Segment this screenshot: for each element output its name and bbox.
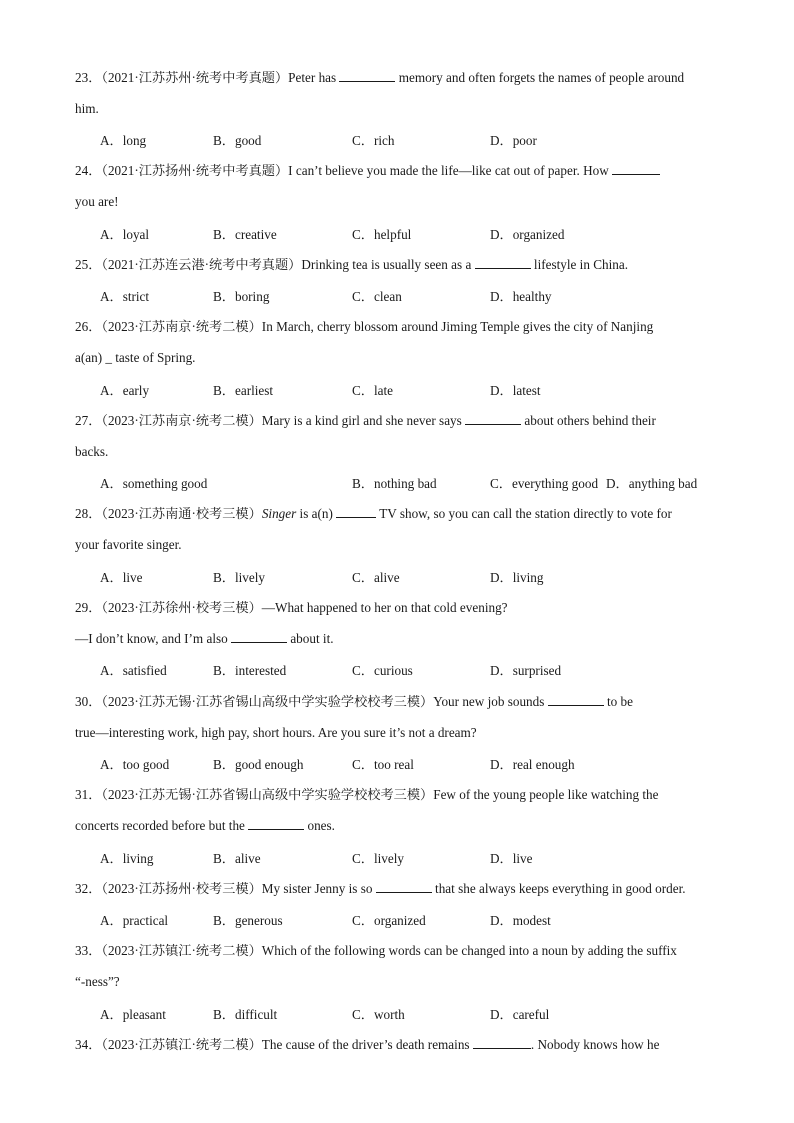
stem-line — [75, 93, 725, 124]
stem-line — [75, 436, 725, 467]
stem-line — [75, 717, 725, 748]
stem-text: 24．（2021·江苏扬州·统考中考真题）I can’t believe you made the life—like cat out of paper. How — [75, 163, 613, 178]
question-stem — [75, 311, 725, 373]
stem-line — [75, 529, 725, 560]
answer-option-b[interactable]: B．difficult — [213, 1007, 278, 1022]
answer-option-a[interactable]: A．loyal — [100, 227, 150, 242]
answer-option-d[interactable]: D．live — [490, 851, 533, 866]
answer-option-d[interactable]: D．living — [490, 570, 544, 585]
stem-line — [75, 186, 725, 217]
stem-line — [75, 810, 725, 841]
stem-line — [75, 1029, 725, 1060]
stem-text: 23．（2021·江苏苏州·统考中考真题）Peter has — [75, 70, 340, 85]
stem-line — [75, 686, 725, 717]
answer-option-c[interactable]: C．worth — [352, 1007, 405, 1022]
answer-option-a[interactable]: A．living — [100, 851, 154, 866]
answer-option-b[interactable]: B．nothing bad — [352, 476, 437, 491]
stem-text: 33．（2023·江苏镇江·统考二模）Which of the following words can be changed into a noun by adding the suffix — [75, 943, 677, 958]
answer-blank[interactable] — [473, 1036, 531, 1049]
answer-option-c[interactable]: C．alive — [352, 570, 400, 585]
stem-text: that she always keeps everything in good order. — [431, 881, 686, 896]
stem-text: about others behind their — [521, 413, 656, 428]
answer-option-a[interactable]: A．something good — [100, 476, 208, 491]
answer-option-b[interactable]: B．alive — [213, 851, 261, 866]
answer-option-d[interactable]: D．real enough — [490, 757, 575, 772]
answer-option-a[interactable]: A．live — [100, 570, 143, 585]
answer-option-a[interactable]: A．practical — [100, 913, 169, 928]
answer-option-c[interactable]: C．organized — [352, 913, 426, 928]
stem-text: to be — [603, 694, 633, 709]
stem-line — [75, 311, 725, 342]
stem-text: you are! — [75, 194, 119, 209]
answer-option-d[interactable]: D．modest — [490, 913, 551, 928]
answer-option-a[interactable]: A．satisfied — [100, 663, 167, 678]
question-stem — [75, 62, 725, 124]
answer-blank[interactable] — [248, 817, 304, 830]
stem-line — [75, 873, 725, 904]
stem-line — [75, 592, 725, 623]
answer-blank[interactable] — [612, 162, 660, 175]
stem-text: . Nobody knows how he — [530, 1037, 660, 1052]
question-stem — [75, 935, 725, 997]
question-stem — [75, 873, 725, 904]
answer-option-c[interactable]: C．too real — [352, 757, 414, 772]
stem-text: 34．（2023·江苏镇江·统考二模）The cause of the driver’s death remains — [75, 1037, 473, 1052]
answer-option-c[interactable]: C．late — [352, 383, 394, 398]
question-stem — [75, 592, 725, 654]
stem-text: your favorite singer. — [75, 537, 182, 552]
answer-blank[interactable] — [336, 505, 376, 518]
stem-text: 30．（2023·江苏无锡·江苏省锡山高级中学实验学校校考三模）Your new job sounds — [75, 694, 548, 709]
stem-line — [75, 342, 725, 373]
answer-option-c[interactable]: C．rich — [352, 133, 395, 148]
stem-text: 27．（2023·江苏南京·统考二模）Mary is a kind girl and she never says — [75, 413, 466, 428]
answer-option-a[interactable]: A．long — [100, 133, 147, 148]
stem-text: 31．（2023·江苏无锡·江苏省锡山高级中学实验学校校考三模）Few of the young people like watching the — [75, 787, 659, 802]
stem-text: is a(n) — [296, 506, 337, 521]
answer-option-d[interactable]: D．organized — [490, 227, 565, 242]
answer-option-c[interactable]: C．helpful — [352, 227, 412, 242]
stem-text: 26．（2023·江苏南京·统考二模）In March, cherry blossom around Jiming Temple gives the city of Nanjing — [75, 319, 654, 334]
stem-text: —I don’t know, and I’m also — [75, 631, 232, 646]
stem-line — [75, 155, 725, 186]
answer-option-b[interactable]: B．creative — [213, 227, 277, 242]
stem-text: a(an) _ taste of Spring. — [75, 350, 196, 365]
answer-blank[interactable] — [376, 880, 432, 893]
answer-blank[interactable] — [465, 412, 521, 425]
answer-option-d[interactable]: D．healthy — [490, 289, 552, 304]
answer-blank[interactable] — [231, 630, 287, 643]
answer-option-b[interactable]: B．interested — [213, 663, 287, 678]
answer-option-b[interactable]: B．boring — [213, 289, 270, 304]
answer-option-a[interactable]: A．too good — [100, 757, 170, 772]
question-stem — [75, 249, 725, 280]
stem-text: him. — [75, 101, 99, 116]
answer-option-d[interactable]: D．careful — [490, 1007, 550, 1022]
stem-text: 28．（2023·江苏南通·校考三模） — [75, 506, 262, 521]
answer-option-b[interactable]: B．lively — [213, 570, 266, 585]
stem-line — [75, 966, 725, 997]
stem-text: Singer — [261, 506, 297, 521]
answer-blank[interactable] — [339, 69, 395, 82]
stem-line — [75, 405, 725, 436]
stem-text: 29．（2023·江苏徐州·校考三模）—What happened to her on that cold evening? — [75, 600, 508, 615]
stem-text: lifestyle in China. — [530, 257, 629, 272]
answer-option-c[interactable]: C．curious — [352, 663, 413, 678]
stem-text: concerts recorded before but the — [75, 818, 249, 833]
stem-line — [75, 779, 725, 810]
answer-option-b[interactable]: B．earliest — [213, 383, 274, 398]
stem-line — [75, 623, 725, 654]
stem-text: backs. — [75, 444, 109, 459]
answer-option-c[interactable]: C．lively — [352, 851, 405, 866]
stem-text: true—interesting work, high pay, short hours. Are you sure it’s not a dream? — [75, 725, 477, 740]
stem-text: 32．（2023·江苏扬州·校考三模）My sister Jenny is so — [75, 881, 376, 896]
answer-option-c[interactable]: C．clean — [352, 289, 402, 304]
answer-option-a[interactable]: A．pleasant — [100, 1007, 166, 1022]
stem-line — [75, 498, 725, 529]
answer-option-d[interactable]: D．latest — [490, 383, 541, 398]
answer-option-a[interactable]: A．early — [100, 383, 150, 398]
question-stem — [75, 686, 725, 748]
answer-option-b[interactable]: B．generous — [213, 913, 283, 928]
stem-text: ones. — [304, 818, 335, 833]
question-stem — [75, 779, 725, 841]
answer-option-d[interactable]: D．surprised — [490, 663, 562, 678]
answer-option-c[interactable]: C．everything good — [490, 476, 599, 491]
answer-option-a[interactable]: A．strict — [100, 289, 150, 304]
question-stem — [75, 405, 725, 467]
stem-line — [75, 249, 725, 280]
answer-blank[interactable] — [548, 693, 604, 706]
answer-option-d[interactable]: D．anything bad — [606, 476, 698, 491]
stem-line — [75, 935, 725, 966]
stem-text: 25．（2021·江苏连云港·统考中考真题）Drinking tea is usually seen as a — [75, 257, 475, 272]
answer-option-b[interactable]: B．good enough — [213, 757, 304, 772]
answer-blank[interactable] — [475, 256, 531, 269]
answer-option-b[interactable]: B．good — [213, 133, 262, 148]
question-stem — [75, 1029, 725, 1060]
stem-text: “-ness”? — [75, 974, 120, 989]
answer-option-d[interactable]: D．poor — [490, 133, 537, 148]
question-stem — [75, 155, 725, 217]
stem-line — [75, 62, 725, 93]
stem-text: about it. — [287, 631, 334, 646]
stem-text: memory and often forgets the names of people around — [395, 70, 685, 85]
question-stem — [75, 498, 725, 560]
stem-text: TV show, so you can call the station directly to vote for — [376, 506, 672, 521]
